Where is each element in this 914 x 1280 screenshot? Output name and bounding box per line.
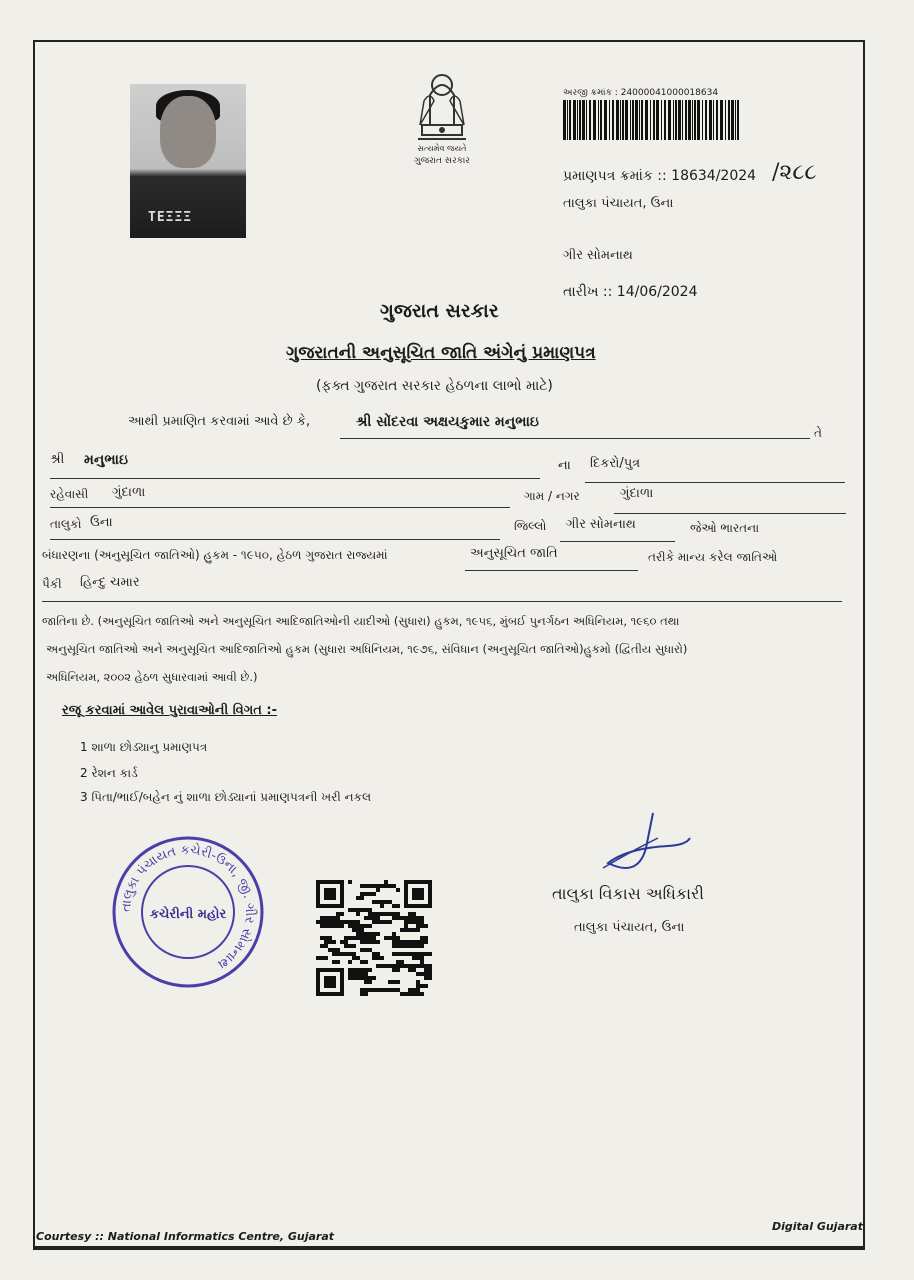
emblem-motto: સત્યમેવ જયતે [417,144,467,153]
applicant-photo: ΤΕΞΞΞ [130,84,246,238]
shri-label: શ્રી [50,452,65,467]
gov-heading: ગુજરાત સરકાર [380,300,499,322]
application-number: અરજી ક્રમાંક : 24000041000018634 [563,88,719,98]
village-value: ગુંદાળા [620,486,654,501]
te-text: તે [814,426,822,440]
signatory-title: તાલુકા વિકાસ અધિકારી [552,884,704,903]
seal-center-text: કચેરીની મહોર [149,907,227,922]
district-label: જિલ્લો [514,519,547,533]
office-line1: તાલુકા પંચાયત, ઉના [563,196,674,211]
resident-label: રહેવાસી [50,487,89,501]
signature [598,808,698,888]
issue-date: તારીખ :: 14/06/2024 [563,284,698,300]
na-text: ના [558,458,571,473]
evidence-item: 1 શાળા છોડ્યાનુ પ્રમાણપત્ર [80,740,208,754]
evidence-item: 2 રેશન કાર્ડ [80,766,138,780]
constitution-text: બંધારણના (અનુસૂચિત જાતિઓ) હુકમ - ૧૯૫૦, હેઠળ ગુજરાત રાજ્યમાં [42,548,388,562]
india-text: જેઓ ભારતના [690,521,760,535]
taluka-label: તાલુકો [50,517,82,531]
resident-value: ગુંદાળા [112,485,146,500]
office-seal [108,832,268,992]
seal-ring-text: તાલુકા પંચાયત કચેરી-ઉના, જી. ગીર સોમનાથ [118,842,258,972]
qr-code [316,880,432,996]
para-line1: જાતિના છે. (અનુસૂચિત જાતિઓ અને અનુસૂચિત આદિજાતિઓની યાદીઓ (સુધારા) હુકમ, ૧૯૫૬, મુંબઈ પુનર્ગઠન અધિનિયમ, ૧૯૬૦ તથા [42,614,680,628]
certificate-number: પ્રમાણપત્ર ક્રમાંક :: 18634/2024 [563,168,757,184]
office-line2: ગીર સોમનાથ [563,248,633,263]
village-label: ગામ / નગર [524,489,580,503]
intro-text: આથી પ્રમાણિત કરવામાં આવે છે કે, [128,414,311,429]
district-value: ગીર સોમનાથ [566,517,636,532]
barcode [563,100,743,140]
evidence-heading: રજૂ કરવામાં આવેલ પુરાવાઓની વિગત :- [62,703,277,718]
handwritten-number: /૨૮૮ [772,160,817,185]
national-emblem-icon [400,55,484,145]
recognised-text: તરીકે માન્ય કરેલ જાતિઓ [648,550,778,564]
footer-brand: Digital Gujarat [772,1220,863,1233]
father-name: મનુભાઇ [84,452,128,468]
certificate-subtitle: (ફક્ત ગુજરાત સરકાર હેઠળના લાભો માટે) [316,378,553,394]
signatory-office: તાલુકા પંચાયત, ઉના [574,920,685,935]
taluka-value: ઉના [90,515,113,530]
para-line3: અધિનિયમ, ૨૦૦૨ હેઠળ સુધારવામાં આવી છે.) [46,670,258,684]
relation: દિકરો/પુત્ર [590,456,641,471]
category: અનુસૂચિત જાતિ [470,546,558,561]
emblem-caption: ગુજરાત સરકાર [414,156,470,166]
evidence-item: 3 પિતા/ભાઈ/બહેન નું શાળા છોડ્યાનાં પ્રમાણપત્રની ખરી નકલ [80,790,372,804]
paiki-label: પૈકી [42,577,62,591]
footer-courtesy: Courtesy :: National Informatics Centre, Gujarat [36,1230,335,1243]
certificate-title: ગુજરાતની અનુસૂચિત જાતિ અંગેનું પ્રમાણપત્ર [286,343,596,363]
caste: હિન્દુ ચમાર [80,575,140,590]
para-line2: અનુસૂચિત જાતિઓ અને અનુસૂચિત આદિજાતિઓ હુકમ (સુધારા અધિનિયમ, ૧૯૭૬, સંવિધાન (અનુસૂચિત જાતિઓ)હુકમો (દ્વિતીય સુધારો) [46,642,688,656]
applicant-name: શ્રી સોંદરવા અક્ષયકુમાર મનુભાઇ [356,414,539,430]
